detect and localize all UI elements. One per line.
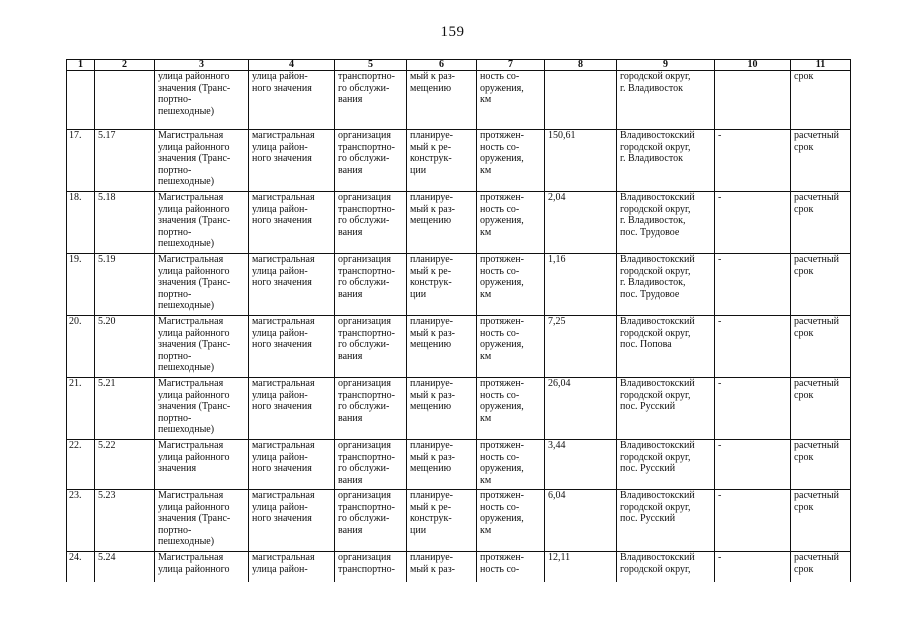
- table-cell: [477, 552, 545, 582]
- cell-text: Магистральная улица районного значения: [158, 440, 230, 475]
- table-cell: [791, 254, 851, 316]
- table-cell: [335, 316, 407, 378]
- cell-text: протяжен- ность со- оружения, км: [480, 192, 524, 238]
- column-header: 10: [715, 60, 791, 71]
- column-header: 3: [155, 60, 249, 71]
- table-cell: [335, 552, 407, 582]
- cell-text: -: [718, 552, 722, 563]
- cell-text: планируе- мый к раз-: [410, 552, 455, 575]
- table-row: [67, 378, 851, 440]
- table-cell: [95, 490, 155, 552]
- table-row: [67, 130, 851, 192]
- cell-text: организация транспортно- го обслужи- вания: [338, 130, 395, 176]
- cell-text: магистральная улица район- ного значения: [252, 316, 315, 351]
- cell-text: протяжен- ность со-: [480, 552, 524, 575]
- cell-text: организация транспортно- го обслужи- вания: [338, 378, 395, 424]
- table-cell: [67, 316, 95, 378]
- table-cell: [335, 490, 407, 552]
- table-cell: [155, 130, 249, 192]
- cell-text: Владивостокский городской округ, пос. Попова: [620, 316, 695, 351]
- cell-text: транспортно- го обслужи- вания: [338, 71, 395, 106]
- cell-text: магистральная улица район- ного значения: [252, 490, 315, 525]
- table-cell: [545, 316, 617, 378]
- cell-text: Магистральная улица районного значения (Транс- портно- пешеходные): [158, 490, 231, 548]
- cell-text: 5.20: [98, 316, 116, 327]
- cell-text: городской округ, г. Владивосток: [620, 71, 691, 94]
- cell-text: организация транспортно- го обслужи- вания: [338, 440, 395, 486]
- table-cell: [155, 378, 249, 440]
- table-cell: [545, 490, 617, 552]
- table-cell: [155, 440, 249, 490]
- cell-text: организация транспортно- го обслужи- вания: [338, 254, 395, 300]
- cell-text: магистральная улица район-: [252, 552, 315, 575]
- table-cell: [477, 254, 545, 316]
- cell-text: расчетный срок: [794, 552, 839, 575]
- table-cell: [715, 490, 791, 552]
- table-cell: [67, 254, 95, 316]
- cell-text: -: [718, 316, 722, 327]
- cell-text: 26,04: [548, 378, 571, 389]
- table-cell: [617, 130, 715, 192]
- cell-text: 5.23: [98, 490, 116, 501]
- cell-text: 22.: [69, 440, 82, 451]
- column-header: 4: [249, 60, 335, 71]
- table-cell: [477, 490, 545, 552]
- table-cell: [715, 130, 791, 192]
- table-cell: [545, 378, 617, 440]
- cell-text: расчетный срок: [794, 440, 839, 463]
- table-cell: [545, 192, 617, 254]
- table-cell: [617, 192, 715, 254]
- cell-text: расчетный срок: [794, 378, 839, 401]
- table-cell: [617, 378, 715, 440]
- cell-text: магистральная улица район- ного значения: [252, 378, 315, 413]
- cell-text: протяжен- ность со- оружения, км: [480, 440, 524, 486]
- cell-text: 19.: [69, 254, 82, 265]
- table-cell: [477, 316, 545, 378]
- table-cell: [715, 440, 791, 490]
- cell-text: 5.19: [98, 254, 116, 265]
- table-row: [67, 71, 851, 130]
- table-cell: [617, 490, 715, 552]
- table-cell: [249, 130, 335, 192]
- cell-text: 1,16: [548, 254, 566, 265]
- table-cell: [67, 490, 95, 552]
- cell-text: Магистральная улица районного значения (Транс- портно- пешеходные): [158, 254, 231, 312]
- cell-text: планируе- мый к раз- мещению: [410, 378, 455, 413]
- table-cell: [95, 71, 155, 130]
- cell-text: Владивостокский городской округ, г. Владивосток, пос. Трудовое: [620, 254, 695, 300]
- table-cell: [407, 192, 477, 254]
- table-cell: [407, 552, 477, 582]
- table-cell: [407, 316, 477, 378]
- table-row: [67, 552, 851, 582]
- column-header: 7: [477, 60, 545, 71]
- table-row: [67, 440, 851, 490]
- cell-text: улица районного значения (Транс- портно- пешеходные): [158, 71, 231, 117]
- cell-text: протяжен- ность со- оружения, км: [480, 378, 524, 424]
- cell-text: Владивостокский городской округ, г. Владивосток: [620, 130, 695, 165]
- table-cell: [95, 130, 155, 192]
- cell-text: улица район- ного значения: [252, 71, 312, 94]
- cell-text: планируе- мый к ре- конструк- ции: [410, 254, 453, 300]
- table-cell: [67, 552, 95, 582]
- table-cell: [67, 71, 95, 130]
- cell-text: 7,25: [548, 316, 566, 327]
- cell-text: планируе- мый к ре- конструк- ции: [410, 130, 453, 176]
- table-cell: [249, 71, 335, 130]
- data-table: [66, 59, 851, 582]
- table-cell: [791, 490, 851, 552]
- cell-text: магистральная улица район- ного значения: [252, 192, 315, 227]
- table-cell: [617, 316, 715, 378]
- table-cell: [335, 130, 407, 192]
- table-cell: [67, 192, 95, 254]
- table-cell: [477, 440, 545, 490]
- table-cell: [95, 316, 155, 378]
- table-cell: [335, 254, 407, 316]
- cell-text: планируе- мый к раз- мещению: [410, 316, 455, 351]
- cell-text: Магистральная улица районного значения (Транс- портно- пешеходные): [158, 130, 231, 188]
- cell-text: планируе- мый к раз- мещению: [410, 192, 455, 227]
- table-cell: [791, 440, 851, 490]
- cell-text: срок: [794, 71, 814, 82]
- table-cell: [617, 552, 715, 582]
- column-header: 6: [407, 60, 477, 71]
- cell-text: протяжен- ность со- оружения, км: [480, 490, 524, 536]
- column-header: 1: [67, 60, 95, 71]
- cell-text: Владивостокский городской округ, пос. Русский: [620, 440, 695, 475]
- cell-text: расчетный срок: [794, 316, 839, 339]
- table-cell: [715, 316, 791, 378]
- table-cell: [95, 254, 155, 316]
- cell-text: организация транспортно-: [338, 552, 395, 575]
- page-number: 159: [440, 24, 465, 40]
- cell-text: магистральная улица район- ного значения: [252, 130, 315, 165]
- table-cell: [155, 192, 249, 254]
- cell-text: Владивостокский городской округ, г. Владивосток, пос. Трудовое: [620, 192, 695, 238]
- cell-text: организация транспортно- го обслужи- вания: [338, 192, 395, 238]
- cell-text: Владивостокский городской округ, пос. Русский: [620, 378, 695, 413]
- cell-text: 23.: [69, 490, 82, 501]
- cell-text: расчетный срок: [794, 130, 839, 153]
- table-cell: [477, 378, 545, 440]
- column-header: 2: [95, 60, 155, 71]
- table-cell: [155, 71, 249, 130]
- cell-text: протяжен- ность со- оружения, км: [480, 254, 524, 300]
- cell-text: расчетный срок: [794, 490, 839, 513]
- table-cell: [407, 71, 477, 130]
- table-cell: [791, 71, 851, 130]
- column-header: 11: [791, 60, 851, 71]
- table-cell: [407, 130, 477, 192]
- cell-text: -: [718, 254, 722, 265]
- table-cell: [715, 192, 791, 254]
- table-row: [67, 254, 851, 316]
- table-cell: [545, 552, 617, 582]
- cell-text: протяжен- ность со- оружения, км: [480, 130, 524, 176]
- cell-text: 21.: [69, 378, 82, 389]
- table-cell: [407, 378, 477, 440]
- column-header: 8: [545, 60, 617, 71]
- table-cell: [67, 130, 95, 192]
- cell-text: 5.21: [98, 378, 116, 389]
- cell-text: 3,44: [548, 440, 566, 451]
- table-cell: [715, 71, 791, 130]
- table-cell: [249, 378, 335, 440]
- cell-text: -: [718, 440, 722, 451]
- table-cell: [477, 192, 545, 254]
- cell-text: организация транспортно- го обслужи- вания: [338, 316, 395, 362]
- cell-text: организация транспортно- го обслужи- вания: [338, 490, 395, 536]
- table-cell: [545, 130, 617, 192]
- table-cell: [95, 552, 155, 582]
- cell-text: планируе- мый к ре- конструк- ции: [410, 490, 453, 536]
- table-cell: [335, 378, 407, 440]
- cell-text: протяжен- ность со- оружения, км: [480, 316, 524, 362]
- table-cell: [249, 552, 335, 582]
- cell-text: Магистральная улица районного значения (Транс- портно- пешеходные): [158, 316, 231, 374]
- cell-text: -: [718, 192, 722, 203]
- cell-text: 20.: [69, 316, 82, 327]
- table-cell: [715, 378, 791, 440]
- table-cell: [335, 192, 407, 254]
- table-row: [67, 490, 851, 552]
- table-cell: [791, 130, 851, 192]
- cell-text: Магистральная улица районного: [158, 552, 230, 575]
- header-row: [67, 60, 851, 71]
- column-header: 9: [617, 60, 715, 71]
- cell-text: 5.22: [98, 440, 116, 451]
- table-cell: [95, 440, 155, 490]
- cell-text: 5.18: [98, 192, 116, 203]
- table-cell: [545, 71, 617, 130]
- table-cell: [155, 490, 249, 552]
- table-cell: [477, 71, 545, 130]
- table-cell: [791, 552, 851, 582]
- cell-text: 5.17: [98, 130, 116, 141]
- table-cell: [617, 71, 715, 130]
- table-cell: [545, 254, 617, 316]
- cell-text: расчетный срок: [794, 192, 839, 215]
- table-row: [67, 316, 851, 378]
- cell-text: мый к раз- мещению: [410, 71, 455, 94]
- table-cell: [545, 440, 617, 490]
- table-body: [67, 71, 851, 582]
- cell-text: -: [718, 490, 722, 501]
- table-cell: [249, 254, 335, 316]
- cell-text: 18.: [69, 192, 82, 203]
- table-cell: [477, 130, 545, 192]
- cell-text: -: [718, 378, 722, 389]
- cell-text: 24.: [69, 552, 82, 563]
- cell-text: -: [718, 130, 722, 141]
- table-cell: [155, 254, 249, 316]
- table-cell: [407, 490, 477, 552]
- cell-text: Магистральная улица районного значения (Транс- портно- пешеходные): [158, 378, 231, 436]
- table-cell: [617, 440, 715, 490]
- table-cell: [249, 192, 335, 254]
- table-cell: [407, 440, 477, 490]
- cell-text: расчетный срок: [794, 254, 839, 277]
- table-cell: [335, 440, 407, 490]
- table-cell: [249, 440, 335, 490]
- table-cell: [791, 192, 851, 254]
- table-cell: [155, 552, 249, 582]
- table-cell: [95, 378, 155, 440]
- table-cell: [791, 316, 851, 378]
- table-cell: [335, 71, 407, 130]
- cell-text: 5.24: [98, 552, 116, 563]
- cell-text: ность со- оружения, км: [480, 71, 524, 106]
- table-cell: [407, 254, 477, 316]
- table-cell: [715, 552, 791, 582]
- cell-text: Владивостокский городской округ, пос. Русский: [620, 490, 695, 525]
- column-header: 5: [335, 60, 407, 71]
- table-cell: [95, 192, 155, 254]
- table-cell: [249, 490, 335, 552]
- table-cell: [249, 316, 335, 378]
- cell-text: планируе- мый к раз- мещению: [410, 440, 455, 475]
- cell-text: 150,61: [548, 130, 576, 141]
- cell-text: Магистральная улица районного значения (Транс- портно- пешеходные): [158, 192, 231, 250]
- cell-text: магистральная улица район- ного значения: [252, 254, 315, 289]
- cell-text: 2,04: [548, 192, 566, 203]
- table-cell: [67, 440, 95, 490]
- cell-text: магистральная улица район- ного значения: [252, 440, 315, 475]
- table-row: [67, 192, 851, 254]
- cell-text: Владивостокский городской округ,: [620, 552, 695, 575]
- table-cell: [155, 316, 249, 378]
- table-cell: [791, 378, 851, 440]
- cell-text: 12,11: [548, 552, 571, 563]
- table-cell: [617, 254, 715, 316]
- table-cell: [715, 254, 791, 316]
- cell-text: 6,04: [548, 490, 566, 501]
- table-cell: [67, 378, 95, 440]
- cell-text: 17.: [69, 130, 82, 141]
